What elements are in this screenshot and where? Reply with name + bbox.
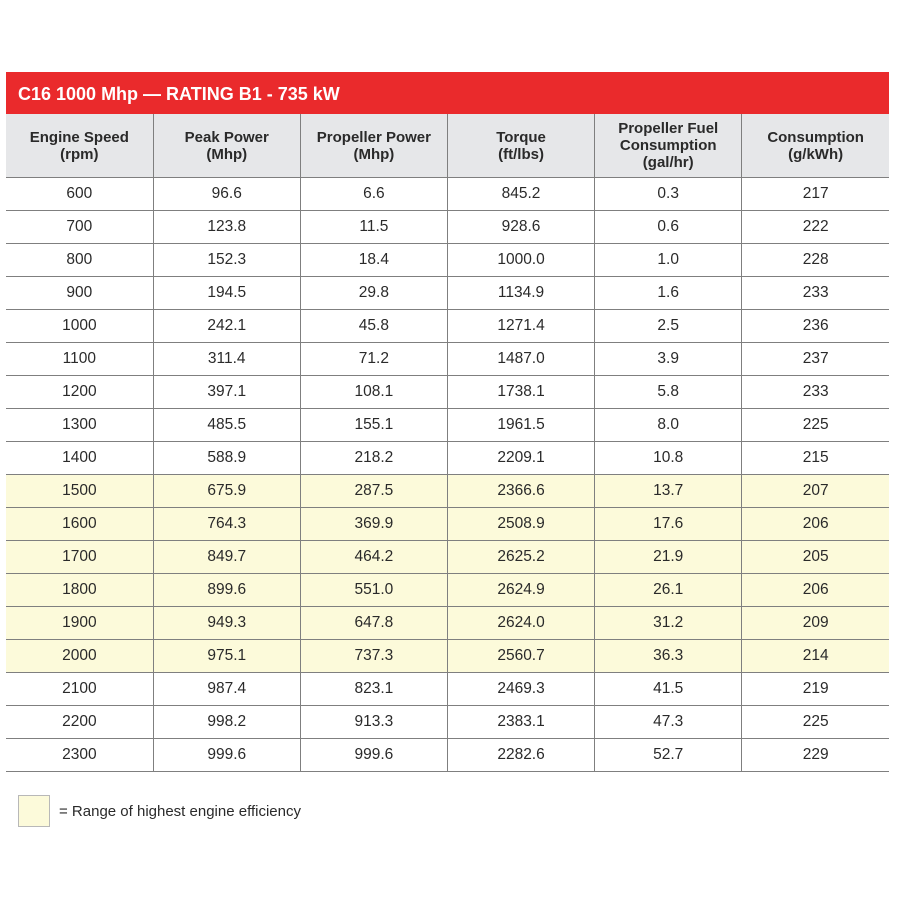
column-header-line: (ft/lbs) <box>498 145 544 163</box>
cell-engine-speed: 900 <box>6 277 153 310</box>
cell-torque: 2282.6 <box>447 739 594 772</box>
cell-propeller-power: 45.8 <box>300 310 447 343</box>
engine-performance-table <box>6 114 889 772</box>
cell-consumption: 236 <box>742 310 889 343</box>
table-row <box>6 244 889 277</box>
cell-propeller-fuel-consumption: 21.9 <box>595 541 742 574</box>
cell-peak-power: 194.5 <box>153 277 300 310</box>
legend-text: = Range of highest engine efficiency <box>59 802 301 820</box>
cell-consumption: 206 <box>742 508 889 541</box>
cell-peak-power: 152.3 <box>153 244 300 277</box>
cell-peak-power: 998.2 <box>153 706 300 739</box>
cell-peak-power: 849.7 <box>153 541 300 574</box>
cell-torque: 1134.9 <box>447 277 594 310</box>
cell-peak-power: 123.8 <box>153 211 300 244</box>
column-header-line: Peak Power <box>184 128 269 146</box>
table-row <box>6 541 889 574</box>
cell-peak-power: 899.6 <box>153 574 300 607</box>
cell-engine-speed: 1400 <box>6 442 153 475</box>
cell-propeller-power: 18.4 <box>300 244 447 277</box>
cell-peak-power: 242.1 <box>153 310 300 343</box>
cell-propeller-fuel-consumption: 26.1 <box>595 574 742 607</box>
header-row <box>6 114 889 178</box>
cell-consumption: 207 <box>742 475 889 508</box>
cell-peak-power: 949.3 <box>153 607 300 640</box>
cell-propeller-power: 369.9 <box>300 508 447 541</box>
cell-engine-speed: 2000 <box>6 640 153 673</box>
cell-propeller-fuel-consumption: 2.5 <box>595 310 742 343</box>
cell-propeller-fuel-consumption: 52.7 <box>595 739 742 772</box>
cell-consumption: 237 <box>742 343 889 376</box>
cell-engine-speed: 1900 <box>6 607 153 640</box>
cell-peak-power: 397.1 <box>153 376 300 409</box>
table-row <box>6 277 889 310</box>
cell-consumption: 228 <box>742 244 889 277</box>
cell-consumption: 229 <box>742 739 889 772</box>
table-row <box>6 739 889 772</box>
cell-peak-power: 588.9 <box>153 442 300 475</box>
cell-propeller-power: 913.3 <box>300 706 447 739</box>
cell-propeller-power: 647.8 <box>300 607 447 640</box>
cell-torque: 2624.0 <box>447 607 594 640</box>
cell-propeller-fuel-consumption: 36.3 <box>595 640 742 673</box>
column-header-propeller-power <box>300 114 447 178</box>
cell-consumption: 225 <box>742 409 889 442</box>
cell-consumption: 209 <box>742 607 889 640</box>
cell-propeller-power: 6.6 <box>300 178 447 211</box>
cell-engine-speed: 1100 <box>6 343 153 376</box>
cell-consumption: 205 <box>742 541 889 574</box>
column-header-line: (g/kWh) <box>788 145 844 163</box>
cell-torque: 2209.1 <box>447 442 594 475</box>
table-row <box>6 574 889 607</box>
table-row <box>6 178 889 211</box>
cell-torque: 2625.2 <box>447 541 594 574</box>
cell-engine-speed: 1200 <box>6 376 153 409</box>
cell-engine-speed: 1700 <box>6 541 153 574</box>
column-header-line: (Mhp) <box>353 145 395 163</box>
cell-propeller-power: 71.2 <box>300 343 447 376</box>
cell-consumption: 225 <box>742 706 889 739</box>
cell-propeller-power: 464.2 <box>300 541 447 574</box>
cell-engine-speed: 2300 <box>6 739 153 772</box>
column-header-consumption <box>742 114 889 178</box>
cell-torque: 1271.4 <box>447 310 594 343</box>
column-header-propeller-fuel-consumption <box>595 114 742 178</box>
cell-peak-power: 975.1 <box>153 640 300 673</box>
column-header-line: Propeller Power <box>316 128 431 146</box>
table-row <box>6 640 889 673</box>
cell-peak-power: 999.6 <box>153 739 300 772</box>
table-row <box>6 376 889 409</box>
cell-propeller-fuel-consumption: 41.5 <box>595 673 742 706</box>
cell-torque: 1738.1 <box>447 376 594 409</box>
cell-propeller-fuel-consumption: 13.7 <box>595 475 742 508</box>
column-header-line: Consumption <box>619 137 717 154</box>
cell-propeller-fuel-consumption: 3.9 <box>595 343 742 376</box>
cell-propeller-power: 108.1 <box>300 376 447 409</box>
column-header-line: (Mhp) <box>206 145 248 163</box>
cell-torque: 845.2 <box>447 178 594 211</box>
cell-propeller-power: 29.8 <box>300 277 447 310</box>
cell-engine-speed: 1300 <box>6 409 153 442</box>
table-row <box>6 673 889 706</box>
table-row <box>6 211 889 244</box>
cell-propeller-fuel-consumption: 0.6 <box>595 211 742 244</box>
cell-engine-speed: 1500 <box>6 475 153 508</box>
cell-engine-speed: 800 <box>6 244 153 277</box>
cell-propeller-fuel-consumption: 1.6 <box>595 277 742 310</box>
cell-peak-power: 764.3 <box>153 508 300 541</box>
cell-propeller-fuel-consumption: 10.8 <box>595 442 742 475</box>
cell-propeller-power: 287.5 <box>300 475 447 508</box>
cell-peak-power: 987.4 <box>153 673 300 706</box>
cell-torque: 928.6 <box>447 211 594 244</box>
cell-torque: 2383.1 <box>447 706 594 739</box>
cell-torque: 2508.9 <box>447 508 594 541</box>
cell-propeller-fuel-consumption: 1.0 <box>595 244 742 277</box>
table-row <box>6 310 889 343</box>
cell-engine-speed: 2200 <box>6 706 153 739</box>
table-row <box>6 475 889 508</box>
cell-peak-power: 96.6 <box>153 178 300 211</box>
cell-torque: 1961.5 <box>447 409 594 442</box>
cell-consumption: 214 <box>742 640 889 673</box>
cell-propeller-power: 551.0 <box>300 574 447 607</box>
cell-propeller-fuel-consumption: 17.6 <box>595 508 742 541</box>
cell-propeller-fuel-consumption: 8.0 <box>595 409 742 442</box>
cell-propeller-fuel-consumption: 31.2 <box>595 607 742 640</box>
table-title: C16 1000 Mhp — RATING B1 - 735 kW <box>6 72 889 114</box>
cell-consumption: 215 <box>742 442 889 475</box>
cell-propeller-power: 999.6 <box>300 739 447 772</box>
cell-propeller-fuel-consumption: 0.3 <box>595 178 742 211</box>
column-header-line: (rpm) <box>60 145 99 163</box>
cell-torque: 2624.9 <box>447 574 594 607</box>
column-header-line: Consumption <box>767 128 864 146</box>
cell-propeller-power: 737.3 <box>300 640 447 673</box>
legend-swatch <box>18 795 50 827</box>
cell-peak-power: 675.9 <box>153 475 300 508</box>
cell-torque: 2366.6 <box>447 475 594 508</box>
column-header-line: (gal/hr) <box>642 154 694 171</box>
cell-engine-speed: 700 <box>6 211 153 244</box>
table-row <box>6 409 889 442</box>
cell-torque: 2469.3 <box>447 673 594 706</box>
column-header-torque <box>447 114 594 178</box>
cell-propeller-fuel-consumption: 5.8 <box>595 376 742 409</box>
cell-consumption: 233 <box>742 376 889 409</box>
column-header-line: Propeller Fuel <box>618 120 719 137</box>
cell-propeller-power: 823.1 <box>300 673 447 706</box>
column-header-peak-power <box>153 114 300 178</box>
cell-consumption: 206 <box>742 574 889 607</box>
cell-engine-speed: 2100 <box>6 673 153 706</box>
cell-consumption: 219 <box>742 673 889 706</box>
table-row <box>6 508 889 541</box>
table-body <box>6 178 889 772</box>
cell-consumption: 233 <box>742 277 889 310</box>
legend <box>18 794 301 828</box>
cell-torque: 2560.7 <box>447 640 594 673</box>
cell-consumption: 222 <box>742 211 889 244</box>
cell-engine-speed: 1800 <box>6 574 153 607</box>
table-row <box>6 607 889 640</box>
column-header-line: Torque <box>496 128 546 146</box>
column-header-line: Engine Speed <box>29 128 129 146</box>
cell-engine-speed: 1000 <box>6 310 153 343</box>
table-row <box>6 706 889 739</box>
column-header-engine-speed <box>6 114 153 178</box>
cell-propeller-power: 218.2 <box>300 442 447 475</box>
cell-torque: 1487.0 <box>447 343 594 376</box>
cell-engine-speed: 1600 <box>6 508 153 541</box>
cell-propeller-power: 11.5 <box>300 211 447 244</box>
cell-propeller-power: 155.1 <box>300 409 447 442</box>
cell-torque: 1000.0 <box>447 244 594 277</box>
cell-engine-speed: 600 <box>6 178 153 211</box>
cell-propeller-fuel-consumption: 47.3 <box>595 706 742 739</box>
cell-consumption: 217 <box>742 178 889 211</box>
cell-peak-power: 311.4 <box>153 343 300 376</box>
cell-peak-power: 485.5 <box>153 409 300 442</box>
table-row <box>6 343 889 376</box>
table-row <box>6 442 889 475</box>
